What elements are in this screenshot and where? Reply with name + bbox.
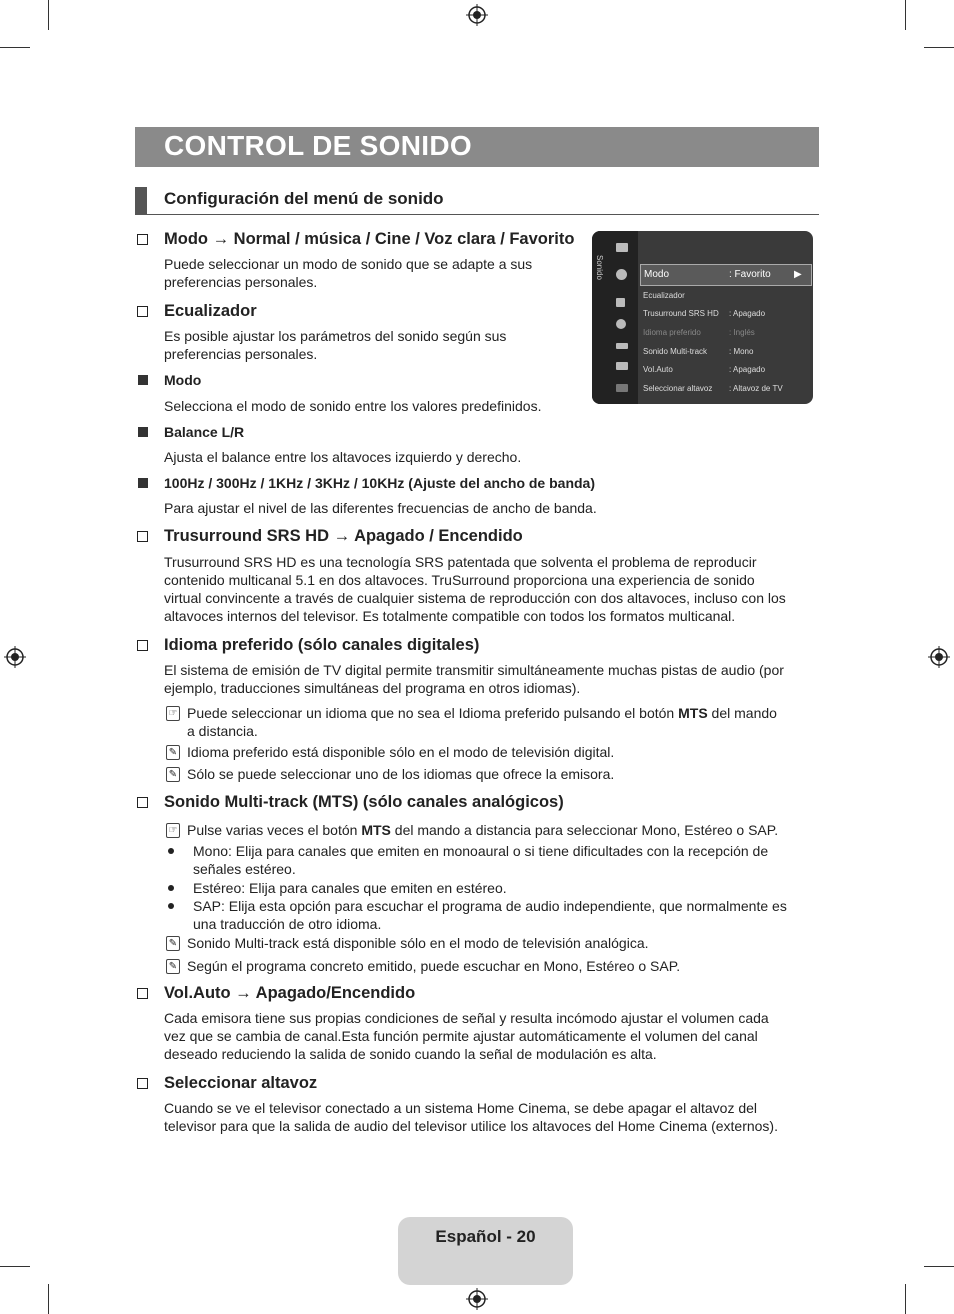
checkbox-bullet: [137, 531, 148, 542]
remote-note-icon: ☞: [166, 706, 180, 721]
crop-mark: [924, 47, 954, 48]
section-marker: [135, 187, 147, 214]
page-title-bar: [135, 127, 819, 167]
note-icon: ✎: [166, 936, 180, 951]
heading-multitrack: Sonido Multi-track (MTS) (sólo canales analógicos): [164, 793, 564, 811]
setup-icon: [616, 319, 626, 329]
paragraph: preferencias personales.: [164, 274, 318, 290]
note-icon: ✎: [166, 767, 180, 782]
square-bullet: [138, 427, 148, 437]
checkbox-bullet: [137, 640, 148, 651]
note: Puede seleccionar un idioma que no sea el Idioma preferido pulsando el botón MTS del mando: [187, 705, 777, 721]
bullet-item: señales estéreo.: [193, 861, 296, 877]
heading-idioma: Idioma preferido (sólo canales digitales): [164, 636, 480, 654]
arrow-right-icon: ▶: [794, 269, 802, 280]
menu-selected-row: [640, 264, 812, 286]
paragraph: preferencias personales.: [164, 346, 318, 362]
checkbox-bullet: [137, 988, 148, 999]
paragraph: altavoces internos del televisor. Es totalmente compatible con todos los formatos multicanal.: [164, 608, 736, 624]
menu-selected-value: : Favorito: [729, 269, 771, 280]
checkbox-bullet: [137, 234, 148, 245]
crop-mark: [0, 47, 30, 48]
crop-mark: [48, 1284, 49, 1314]
section-header: [135, 185, 819, 215]
paragraph: vez que se cambia de canal.Esta función permite ajustar automáticamente el volumen del canal: [164, 1028, 758, 1044]
note-icon: ✎: [166, 959, 180, 974]
paragraph: televisor para que la salida de audio del televisor utilice los altavoces del Home Cinema (externos).: [164, 1118, 778, 1134]
paragraph: virtual convincente a través de cualquier sistema de reproducción con dos altavoces, incluso con los: [164, 590, 786, 606]
heading-trusurround: Trusurround SRS HD → Apagado / Encendido: [164, 527, 523, 545]
note: a distancia.: [187, 723, 258, 739]
registration-mark-icon: [4, 646, 26, 668]
note: Sonido Multi-track está disponible sólo en el modo de televisión analógica.: [187, 935, 649, 951]
checkbox-bullet: [137, 797, 148, 808]
note: Según el programa concreto emitido, puede escuchar en Mono, Estéreo o SAP.: [187, 958, 681, 974]
square-bullet: [138, 375, 148, 385]
menu-row: Idioma preferido : Inglés: [643, 328, 755, 337]
subheading: Modo: [164, 372, 202, 388]
sound-icon: [616, 269, 627, 280]
menu-row: Vol.Auto : Apagado: [643, 365, 766, 374]
note: Sólo se puede seleccionar uno de los idiomas que ofrece la emisora.: [187, 766, 615, 782]
crop-mark: [905, 1284, 906, 1314]
paragraph: El sistema de emisión de TV digital permite transmitir simultáneamente muchas pistas de audio (por: [164, 662, 784, 678]
paragraph: Selecciona el modo de sonido entre los valores predefinidos.: [164, 398, 542, 414]
registration-mark-icon: [466, 1288, 488, 1310]
channel-icon: [616, 298, 625, 307]
subheading: Balance L/R: [164, 424, 245, 440]
menu-selected-label: Modo: [644, 269, 670, 280]
bullet-dot: [168, 848, 174, 854]
bullet-item: Estéreo: Elija para canales que emiten en estéreo.: [193, 880, 507, 896]
page-footer: [398, 1217, 573, 1285]
bullet-dot: [168, 903, 174, 909]
bullet-item: Mono: Elija para canales que emiten en monoaural o si tiene dificultades con la recepción de: [193, 843, 769, 859]
crop-mark: [924, 1266, 954, 1267]
bullet-item: SAP: Elija esta opción para escuchar el programa de audio independiente, que normalmente es: [193, 898, 787, 914]
square-bullet: [138, 478, 148, 488]
paragraph: contenido multicanal 5.1 en dos altavoces. TruSurround proporciona una experiencia de sonido: [164, 572, 755, 588]
crop-mark: [905, 0, 906, 30]
checkbox-bullet: [137, 306, 148, 317]
page-title: CONTROL DE SONIDO: [164, 130, 472, 161]
paragraph: Cada emisora tiene sus propias condiciones de señal y resulta incómodo ajustar el volumen cada: [164, 1010, 769, 1026]
menu-row: Trusurround SRS HD : Apagado: [643, 309, 766, 318]
menu-row: Ecualizador: [643, 291, 685, 300]
tv-menu-screenshot: [592, 231, 813, 404]
menu-row: Seleccionar altavoz : Altavoz de TV: [643, 384, 783, 393]
support-icon: [616, 384, 628, 392]
page-number: Español - 20: [435, 1227, 536, 1246]
remote-note-icon: ☞: [166, 823, 180, 838]
checkbox-bullet: [137, 1078, 148, 1089]
application-icon: [616, 362, 628, 370]
bullet-item: una traducción de otro idioma.: [193, 916, 382, 932]
menu-row: Sonido Multi-track : Mono: [643, 347, 754, 356]
paragraph: Cuando se ve el televisor conectado a un sistema Home Cinema, se debe apagar el altavoz del: [164, 1100, 758, 1116]
registration-mark-icon: [466, 4, 488, 26]
paragraph: ejemplo, traducciones simultáneas del programa en otros idiomas).: [164, 680, 581, 696]
registration-mark-icon: [928, 646, 950, 668]
note-icon: ✎: [166, 745, 180, 760]
note: Pulse varias veces el botón MTS del mando a distancia para seleccionar Mono, Estéreo o SAP.: [187, 822, 779, 838]
input-icon: [616, 343, 628, 349]
paragraph: Es posible ajustar los parámetros del sonido según sus: [164, 328, 507, 344]
paragraph: Ajusta el balance entre los altavoces izquierdo y derecho.: [164, 449, 522, 465]
bullet-dot: [168, 885, 174, 891]
heading-modo: Modo → Normal / música / Cine / Voz clara / Favorito: [164, 230, 575, 248]
paragraph: Puede seleccionar un modo de sonido que se adapte a sus: [164, 256, 533, 272]
note: Idioma preferido está disponible sólo en el modo de televisión digital.: [187, 744, 615, 760]
section-title: Configuración del menú de sonido: [164, 189, 444, 208]
paragraph: Trusurround SRS HD es una tecnología SRS patentada que solventa el problema de reproducir: [164, 554, 757, 570]
subheading: 100Hz / 300Hz / 1KHz / 3KHz / 10KHz (Ajuste del ancho de banda): [164, 475, 595, 491]
heading-ecualizador: Ecualizador: [164, 302, 257, 320]
picture-icon: [616, 243, 628, 252]
paragraph: deseado reduciendo la salida de sonido cuando la señal de modulación es alta.: [164, 1046, 657, 1062]
crop-mark: [48, 0, 49, 30]
heading-altavoz: Seleccionar altavoz: [164, 1074, 318, 1092]
menu-side-label: Sonido: [595, 255, 604, 280]
paragraph: Para ajustar el nivel de las diferentes frecuencias de ancho de banda.: [164, 500, 597, 516]
heading-volauto: Vol.Auto → Apagado/Encendido: [164, 984, 416, 1002]
crop-mark: [0, 1266, 30, 1267]
